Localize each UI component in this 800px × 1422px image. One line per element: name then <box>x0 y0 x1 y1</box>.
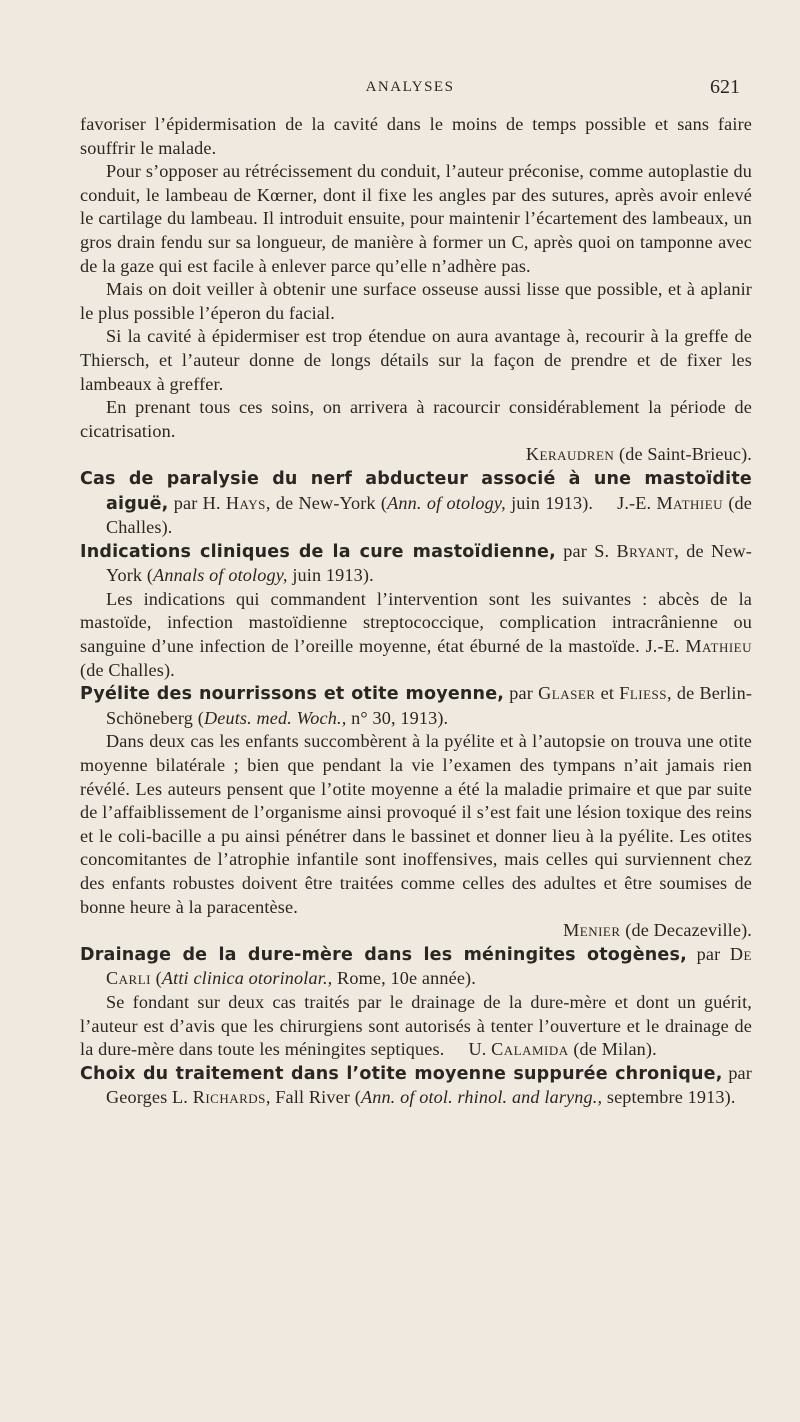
review-signature <box>80 919 752 943</box>
article-title: Pyélite des nourrissons et otite moyenne, <box>80 684 505 705</box>
article-author: Bryant <box>616 540 675 561</box>
paragraph: En prenant tous ces soins, on arrivera à racourcir considérablement la période de cicatrisation. <box>80 397 752 441</box>
article-author: Richards <box>192 1087 266 1108</box>
paragraph: Si la cavité à épidermiser est trop étendue on aura avantage à, recourir à la greffe de Thiersch, et l’auteur donne de longs détails sur la façon de prendre et de fixer les lambeaux à greffer. <box>80 326 752 394</box>
signature-place: (de Challes). <box>80 659 175 680</box>
article-heading: Pyélite des nourrissons et otite moyenne, par Glaser et Fliess, de Berlin-Schöneberg (Deuts. med. Woch., n° 30, 1913). <box>80 683 753 728</box>
signature-place: (de Milan). <box>573 1039 657 1060</box>
journal-name: Ann. of otology, <box>387 492 506 513</box>
article-author: Fliess <box>619 683 667 704</box>
article-author: Glaser <box>538 683 596 704</box>
article-title: Drainage de la dure-mère dans les méningites otogènes, <box>80 944 687 965</box>
journal-name: Annals of otology, <box>153 565 288 586</box>
signature-name: Calamida <box>491 1039 569 1060</box>
paragraph: Mais on doit veiller à obtenir une surface osseuse aussi lisse que possible, et à aplanir le plus possible l’éperon du facial. <box>80 279 752 323</box>
signature-initials: J.-E. <box>617 492 652 513</box>
article-heading: Drainage de la dure-mère dans les méningites otogènes, par De Carli (Atti clinica otorinolar., Rome, 10e année). <box>80 943 752 989</box>
paragraph: favoriser l’épidermisation de la cavité dans le moins de temps possible et sans faire souffrir le malade. <box>80 114 752 158</box>
article-body: Les indications qui commandent l’intervention sont les suivantes : abcès de la mastoïde, infection mastoïdienne streptococcique, complication intracrânienne ou sanguine d’une infection de l’oreille moyenne, état éburné de la mastoïde. J.-E. Mathieu (de Challes). <box>80 588 752 680</box>
signature-name: Mathieu <box>685 636 752 657</box>
journal-name: Atti clinica otorinolar., <box>161 968 333 989</box>
article-author: De Carli <box>106 943 752 989</box>
paragraph: Pour s’opposer au rétrécissement du conduit, l’auteur préconise, comme autoplastie du conduit, le lambeau de Kœrner, dont il fixe les angles par des sutures, après avoir enlevé le cartilage du lambeau. Il introduit ensuite, pour maintenir l’écartement des lambeaux, un gros drain fendu sur sa longueur, de manière à former un C, après quoi on tamponne avec de la gaze qui est facile à enlever parce qu’elle n’adhère pas. <box>80 161 752 276</box>
signature-name: Keraudren <box>525 444 615 465</box>
signature-place: (de Challes). <box>106 492 752 538</box>
signature-name: Menier <box>563 920 621 941</box>
running-title: ANALYSES <box>365 79 455 95</box>
running-head <box>80 76 740 100</box>
article-title: Indications cliniques de la cure mastoïdienne, <box>80 541 556 562</box>
signature-place: (de Saint-Brieuc). <box>619 444 752 465</box>
article-heading: Choix du traitement dans l’otite moyenne suppurée chronique, par Georges L. Richards, Fall River (Ann. of otol. rhinol. and laryng., septembre 1913). <box>80 1062 752 1108</box>
journal-name: Ann. of otol. rhinol. and laryng., <box>360 1087 603 1108</box>
article-author: Hays <box>225 492 266 513</box>
article-entry: Cas de paralysie du nerf abducteur associé à une mastoïdite aiguë, par H. Hays, de New-York (Ann. of otology, juin 1913). J.-E. Mathieu (de Challes). <box>80 468 752 538</box>
signature-name: Mathieu <box>656 492 724 513</box>
article-body: Dans deux cas les enfants succombèrent à la pyélite et à l’autopsie on trouva une otite moyenne bilatérale ; bien que pendant la vie l’examen des tympans n’ait jamais rien révélé. Les auteurs pensent que l’otite moyenne a été la maladie primaire et que par suite de l’affaiblissement de l’organisme ainsi provoqué il s’est fait une lésion toxique des reins et le coli-bacille a pu ainsi pénétrer dans le bassinet et donner lieu à la pyélite. Les otites concomitantes de l’atrophie infantile sont inoffensives, mais celles qui surviennent chez des enfants robustes doivent être traitées comme celles des adultes et être soumises de bonne heure à la paracentèse. <box>80 731 752 917</box>
page-body <box>80 113 752 1110</box>
article-title: Choix du traitement dans l’otite moyenne suppurée chronique, <box>80 1063 723 1084</box>
review-signature <box>80 443 752 467</box>
page-number: 621 <box>710 76 740 98</box>
journal-name: Deuts. med. Woch., <box>203 707 347 728</box>
article-title: Cas de paralysie du nerf abducteur associé à une mastoïdite aiguë, <box>80 468 752 514</box>
signature-place: (de Decazeville). <box>625 920 752 941</box>
article-heading: Indications cliniques de la cure mastoïdienne, par S. Bryant, de New-York (Annals of otology, juin 1913). <box>80 540 752 586</box>
article-body: Se fondant sur deux cas traités par le drainage de la dure-mère et dont un guérit, l’auteur est d’avis que les chirurgiens sont autorisés à tenter l’ouverture et le drainage de la dure-mère dans toute les méningites septiques. U. Calamida (de Milan). <box>80 991 752 1060</box>
signature-initials: U. <box>468 1039 487 1060</box>
signature-initials: J.-E. <box>645 636 680 657</box>
